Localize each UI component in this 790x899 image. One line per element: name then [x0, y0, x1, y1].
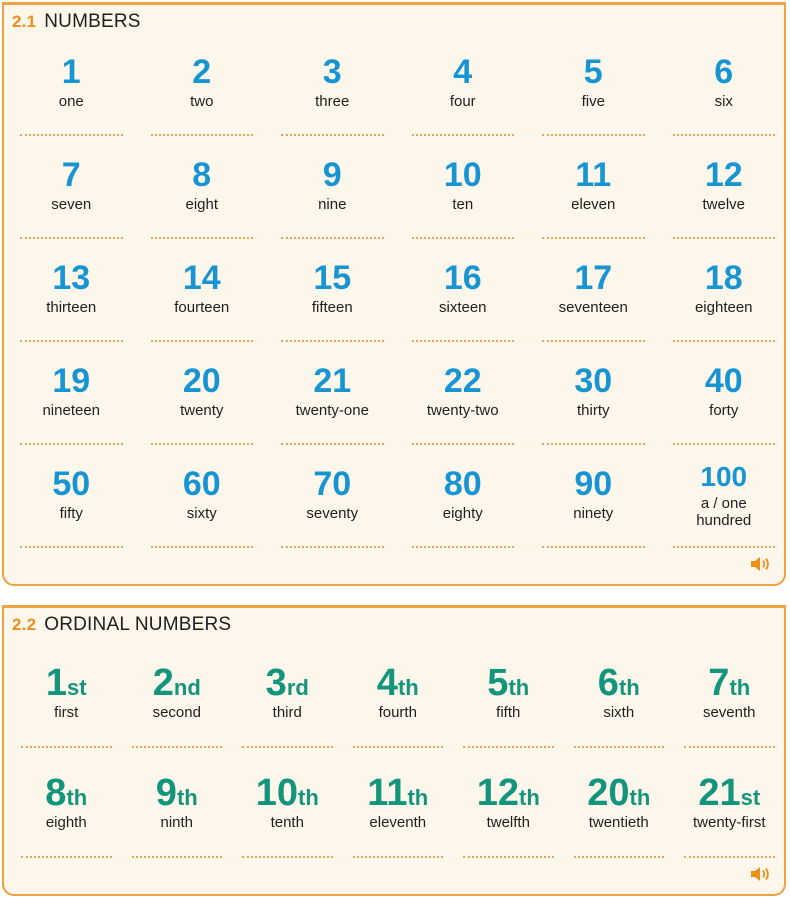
ordinal-digit: 4 [376, 662, 398, 704]
ordinal-digit: 3 [265, 662, 287, 704]
dotted-separator [542, 546, 645, 548]
dotted-separator [673, 134, 776, 136]
number-digit: 19 [52, 362, 91, 400]
number-word: three [315, 93, 350, 110]
ordinal-number [564, 774, 675, 812]
dotted-separator [673, 546, 776, 548]
dotted-separator [542, 134, 645, 136]
ordinal-item [122, 664, 233, 722]
number-word: eighteen [694, 299, 753, 316]
number-word: seventy [306, 505, 359, 522]
number-digit: 18 [704, 259, 743, 297]
ordinal-item [564, 774, 675, 832]
number-word: thirteen [46, 299, 97, 316]
number-item [398, 467, 529, 523]
ordinal-item [232, 774, 343, 832]
number-digit: 12 [704, 156, 743, 194]
ordinal-word: tenth [270, 814, 304, 831]
ordinal-suffix: rd [286, 675, 309, 700]
ordinal-digit: 21 [698, 772, 741, 814]
speaker-icon[interactable] [750, 556, 772, 572]
ordinal-word: eleventh [369, 814, 427, 831]
number-digit: 5 [583, 53, 603, 91]
number-word: seventeen [558, 299, 628, 316]
ordinal-word: twelfth [486, 814, 530, 831]
ordinal-suffix: th [66, 785, 88, 810]
ordinal-number [674, 664, 785, 702]
ordinal-suffix: th [508, 675, 530, 700]
ordinal-item [674, 774, 785, 832]
number-digit: 30 [574, 362, 613, 400]
ordinal-number [122, 664, 233, 702]
ordinal-item [232, 664, 343, 722]
ordinals-panel [2, 605, 786, 896]
number-item [528, 467, 659, 523]
ordinal-number [453, 664, 564, 702]
speaker-icon[interactable] [750, 866, 772, 882]
number-word: sixty [186, 505, 217, 522]
number-word: forty [709, 402, 739, 419]
number-digit: 4 [453, 53, 473, 91]
dotted-separator [412, 443, 515, 445]
number-digit: 2 [192, 53, 212, 91]
ordinal-digit: 10 [255, 772, 298, 814]
ordinal-word: ninth [160, 814, 194, 831]
number-digit: 17 [574, 259, 613, 297]
number-item [659, 55, 790, 111]
dotted-separator [281, 443, 384, 445]
number-item [659, 261, 790, 317]
ordinal-item [343, 774, 454, 832]
dotted-separator [684, 746, 775, 748]
dotted-separator [21, 746, 112, 748]
number-digit: 21 [313, 362, 352, 400]
section-title: NUMBERS [44, 11, 141, 32]
dotted-separator [151, 443, 254, 445]
dotted-separator [242, 746, 333, 748]
dotted-separator [281, 134, 384, 136]
number-digit: 11 [575, 156, 612, 194]
dotted-separator [684, 856, 775, 858]
number-word: eighty [442, 505, 483, 522]
numbers-panel [2, 2, 786, 586]
ordinal-suffix: th [298, 785, 319, 810]
number-digit: 7 [61, 156, 81, 194]
ordinal-suffix: th [519, 785, 540, 810]
number-item [6, 158, 137, 214]
number-word: twelve [702, 196, 746, 213]
number-word: two [190, 93, 214, 110]
number-digit: 15 [313, 259, 352, 297]
number-digit: 90 [574, 465, 613, 503]
number-digit: 1 [61, 53, 81, 91]
dotted-separator [542, 237, 645, 239]
ordinal-word: seventh [702, 704, 756, 721]
ordinal-number [564, 664, 675, 702]
ordinal-word: first [54, 704, 79, 721]
ordinal-word: fourth [378, 704, 417, 721]
ordinal-suffix: th [397, 675, 419, 700]
number-word: twenty [180, 402, 224, 419]
ordinal-word: sixth [603, 704, 635, 721]
ordinal-number [11, 664, 122, 702]
dotted-separator [412, 134, 515, 136]
ordinals-header [12, 614, 231, 636]
ordinal-suffix: th [629, 785, 651, 810]
number-word: one [58, 93, 84, 110]
number-item [267, 55, 398, 111]
number-item [267, 261, 398, 317]
ordinal-word: twenty-first [692, 814, 766, 831]
number-item [267, 158, 398, 214]
ordinal-number [343, 774, 454, 812]
number-word: fourteen [174, 299, 230, 316]
ordinal-number [11, 774, 122, 812]
number-item [528, 261, 659, 317]
dotted-separator [20, 237, 123, 239]
ordinal-suffix: st [67, 675, 87, 700]
number-digit: 50 [52, 465, 91, 503]
number-item [267, 467, 398, 523]
number-digit: 10 [443, 156, 482, 194]
ordinal-digit: 20 [587, 772, 630, 814]
ordinal-word: fifth [496, 704, 521, 721]
ordinal-item [674, 664, 785, 722]
number-item [398, 158, 529, 214]
number-item [398, 55, 529, 111]
dotted-separator [242, 856, 333, 858]
number-item [659, 158, 790, 214]
ordinal-digit: 12 [476, 772, 519, 814]
dotted-separator [151, 237, 254, 239]
number-digit: 40 [704, 362, 743, 400]
ordinal-number [453, 774, 564, 812]
number-item [137, 55, 268, 111]
number-word: nineteen [42, 402, 101, 419]
number-word: ninety [573, 505, 614, 522]
dotted-separator [281, 340, 384, 342]
number-word: thirty [576, 402, 610, 419]
ordinal-item [343, 664, 454, 722]
number-word: fifteen [311, 299, 353, 316]
dotted-separator [281, 546, 384, 548]
ordinal-number [232, 774, 343, 812]
ordinal-digit: 7 [708, 662, 730, 704]
number-item [6, 467, 137, 523]
ordinal-suffix: th [407, 785, 429, 810]
dotted-separator [151, 340, 254, 342]
ordinal-item [11, 664, 122, 722]
number-word: seven [51, 196, 92, 213]
number-item [528, 55, 659, 111]
ordinal-digit: 6 [597, 662, 619, 704]
ordinal-item [453, 664, 564, 722]
dotted-separator [151, 546, 254, 548]
ordinal-word: eighth [45, 814, 87, 831]
number-digit: 20 [182, 362, 221, 400]
dotted-separator [574, 856, 665, 858]
number-item [137, 158, 268, 214]
dotted-separator [20, 134, 123, 136]
dotted-separator [412, 237, 515, 239]
ordinal-suffix: th [176, 785, 198, 810]
ordinal-digit: 1 [45, 662, 68, 704]
dotted-separator [574, 746, 665, 748]
number-digit: 80 [443, 465, 482, 503]
ordinal-number [343, 664, 454, 702]
ordinal-word: twentieth [588, 814, 649, 831]
number-item [398, 261, 529, 317]
ordinal-suffix: th [618, 675, 640, 700]
numbers-header [12, 11, 141, 33]
ordinal-suffix: st [740, 785, 761, 810]
number-item [528, 364, 659, 420]
number-digit: 8 [192, 156, 212, 194]
number-digit: 6 [714, 53, 734, 91]
section-number: 2.2 [12, 615, 37, 634]
number-word: twenty-two [426, 402, 499, 419]
number-word: eight [185, 196, 219, 213]
ordinal-digit: 5 [487, 662, 509, 704]
ordinal-digit: 8 [45, 772, 67, 814]
number-word: eleven [571, 196, 616, 213]
dotted-separator [673, 340, 776, 342]
dotted-separator [151, 134, 254, 136]
number-item [137, 467, 268, 523]
dotted-separator [281, 237, 384, 239]
number-digit: 22 [443, 362, 482, 400]
dotted-separator [353, 746, 444, 748]
number-digit: 70 [313, 465, 352, 503]
ordinal-number [232, 664, 343, 702]
number-word: ten [452, 196, 474, 213]
dotted-separator [673, 443, 776, 445]
ordinal-word: second [152, 704, 201, 721]
dotted-separator [132, 856, 223, 858]
number-word: five [581, 93, 605, 110]
dotted-separator [412, 340, 515, 342]
ordinal-word: third [272, 704, 302, 721]
number-word: six [714, 93, 733, 110]
number-item [137, 261, 268, 317]
number-word: sixteen [438, 299, 487, 316]
ordinal-item [122, 774, 233, 832]
dotted-separator [673, 237, 776, 239]
number-item [398, 364, 529, 420]
number-word: twenty-one [295, 402, 369, 419]
section-number: 2.1 [12, 12, 37, 31]
number-word: four [449, 93, 476, 110]
ordinal-number [674, 774, 785, 812]
number-word: fifty [59, 505, 83, 522]
dotted-separator [20, 340, 123, 342]
dotted-separator [542, 340, 645, 342]
ordinal-number [122, 774, 233, 812]
number-item [6, 55, 137, 111]
ordinal-item [453, 774, 564, 832]
number-word: nine [318, 196, 347, 213]
number-digit: 14 [182, 259, 221, 297]
ordinal-suffix: nd [173, 675, 201, 700]
dotted-separator [463, 856, 554, 858]
ordinal-digit: 11 [367, 772, 408, 814]
dotted-separator [542, 443, 645, 445]
number-digit: 60 [182, 465, 221, 503]
dotted-separator [20, 443, 123, 445]
dotted-separator [412, 546, 515, 548]
number-word: a / one hundred [696, 495, 752, 529]
number-digit: 13 [52, 259, 91, 297]
dotted-separator [20, 546, 123, 548]
number-item [528, 158, 659, 214]
number-item [6, 261, 137, 317]
number-item [659, 461, 790, 529]
ordinal-digit: 9 [155, 772, 177, 814]
section-title: ORDINAL NUMBERS [44, 614, 232, 635]
dotted-separator [21, 856, 112, 858]
number-item [659, 364, 790, 420]
number-digit: 3 [322, 53, 342, 91]
dotted-separator [463, 746, 554, 748]
number-item [6, 364, 137, 420]
ordinal-digit: 2 [152, 662, 174, 704]
ordinal-item [11, 774, 122, 832]
number-item [137, 364, 268, 420]
number-digit: 9 [322, 156, 342, 194]
number-digit: 16 [443, 259, 482, 297]
number-item [267, 364, 398, 420]
number-digit: 100 [700, 461, 748, 492]
dotted-separator [353, 856, 444, 858]
ordinal-item [564, 664, 675, 722]
ordinal-suffix: th [729, 675, 751, 700]
dotted-separator [132, 746, 223, 748]
